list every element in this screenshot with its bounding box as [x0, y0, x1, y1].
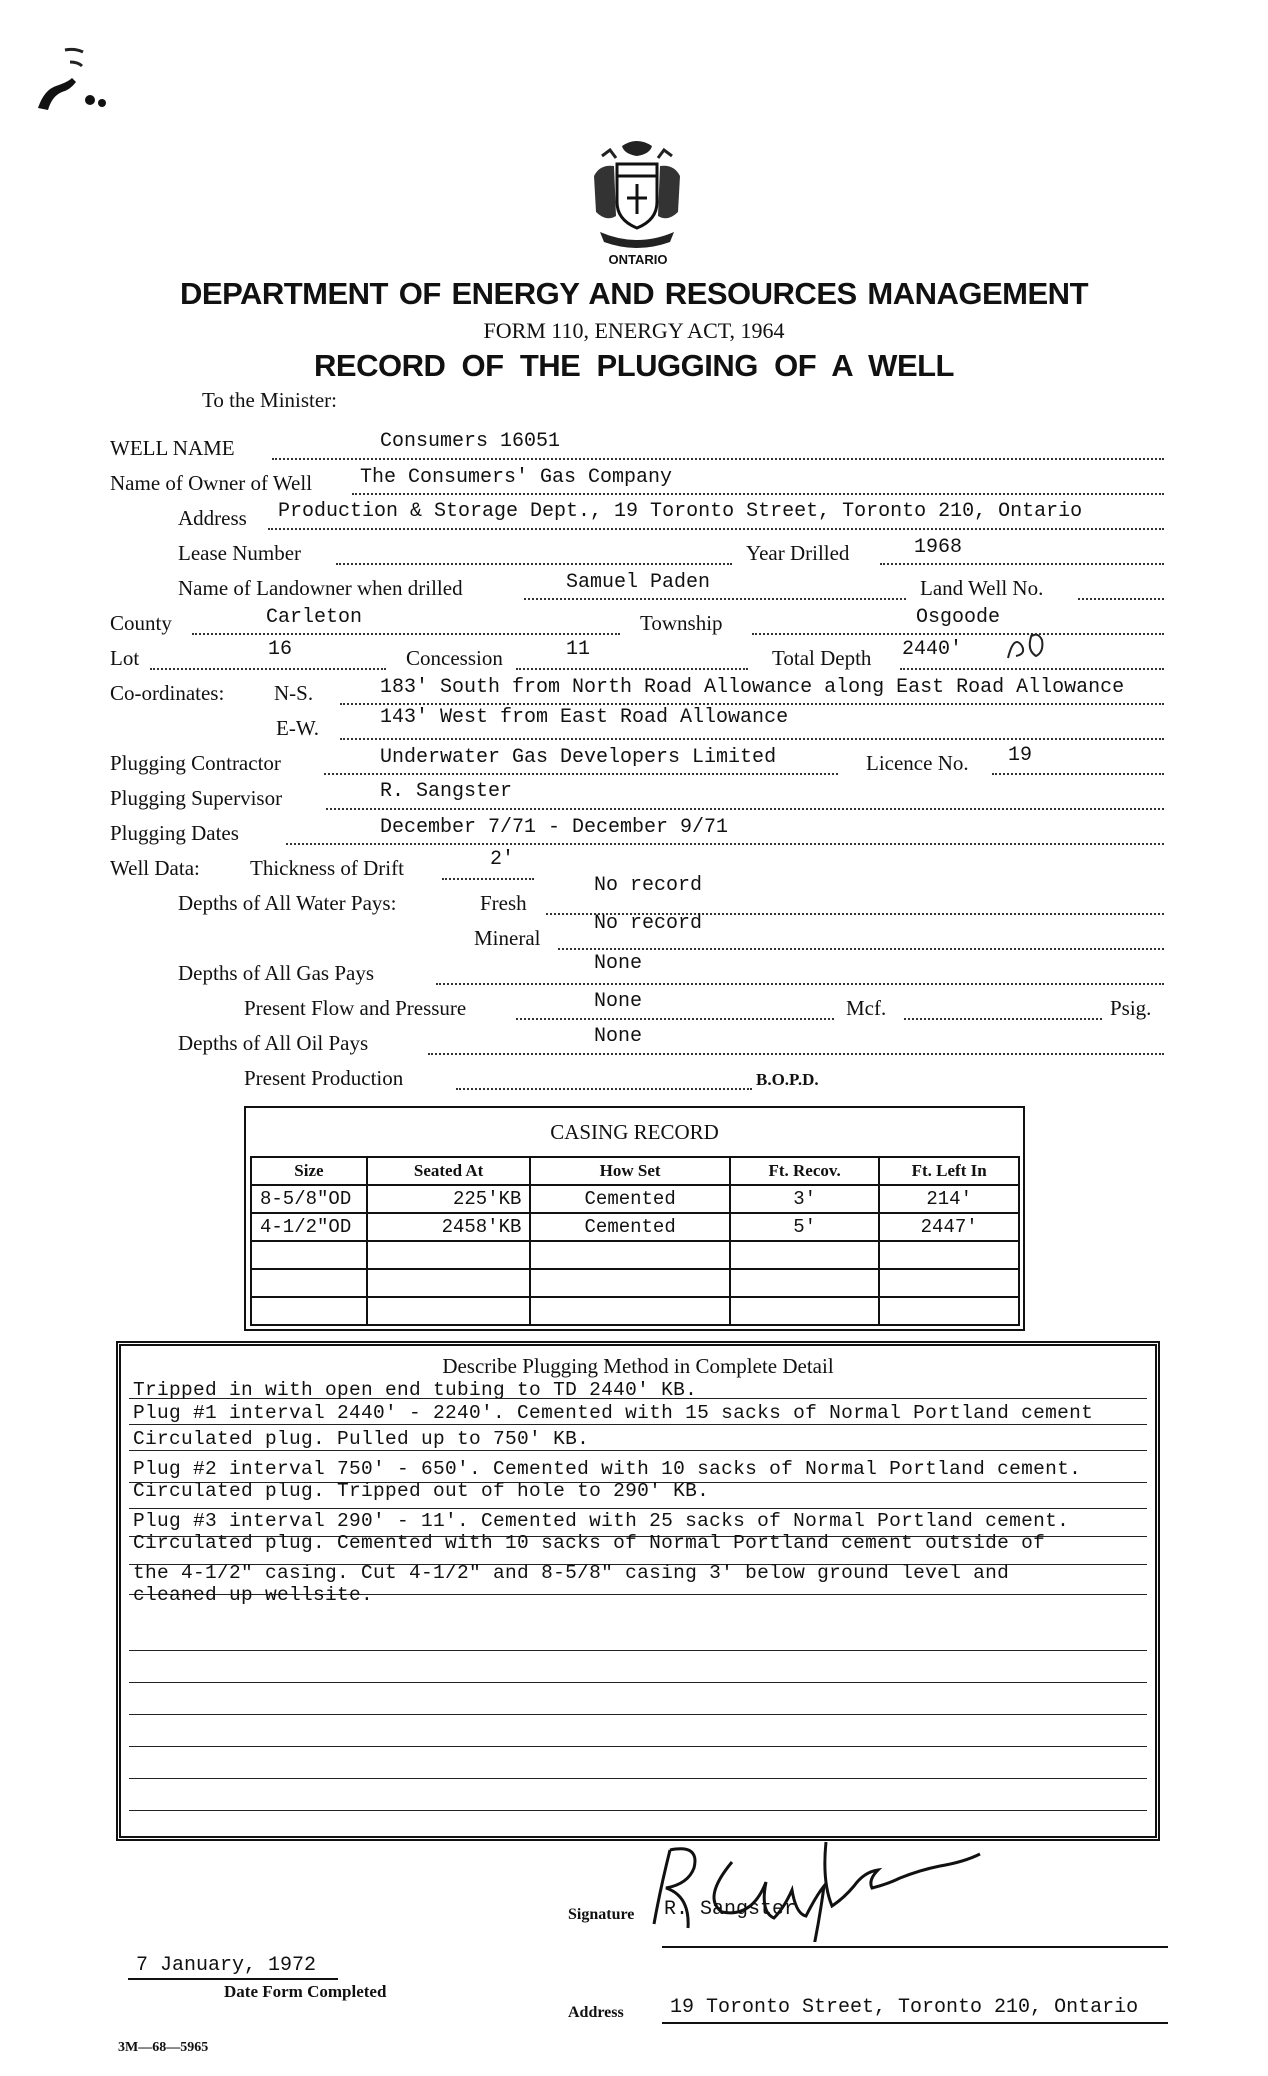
lot-label: Lot — [110, 646, 140, 670]
flow-pressure-label: Present Flow and Pressure — [244, 996, 467, 1020]
method-ruled-line — [129, 1508, 1147, 1509]
lease-number-line — [336, 563, 732, 565]
casing-cell-seated-at: 2458'KB — [367, 1213, 531, 1241]
production-line — [456, 1088, 752, 1090]
coordinates-label: Co-ordinates: — [110, 681, 225, 705]
ns-line — [340, 703, 1164, 705]
county-label: County — [110, 611, 172, 635]
landowner-line — [524, 598, 906, 600]
casing-cell-ft-recov: 5' — [730, 1213, 879, 1241]
well-name-value: Consumers 16051 — [380, 430, 561, 453]
method-ruled-line — [129, 1450, 1147, 1451]
date-underline — [128, 1978, 338, 1980]
method-text-line: Plug #2 interval 750' - 650'. Cemented with 10 sacks of Normal Portland cement. — [133, 1458, 1082, 1480]
supervisor-label: Plugging Supervisor — [110, 786, 283, 810]
mineral-label: Mineral — [474, 926, 541, 950]
address-value: Production & Storage Dept., 19 Toronto Street, Toronto 210, Ontario — [278, 500, 1083, 523]
licence-no-value: 19 — [1008, 744, 1033, 767]
contractor-label: Plugging Contractor — [110, 751, 281, 775]
lot-line — [150, 668, 386, 670]
contractor-line — [324, 773, 838, 775]
landowner-value: Samuel Paden — [566, 571, 711, 594]
footer-address-value: 19 Toronto Street, Toronto 210, Ontario — [670, 1996, 1139, 2019]
ns-value: 183' South from North Road Allowance along East Road Allowance — [380, 676, 1125, 699]
well-data-label: Well Data: — [110, 856, 200, 880]
casing-cell-ft-left-in: 2447' — [879, 1213, 1019, 1241]
table-row — [251, 1185, 1019, 1213]
year-drilled-line — [880, 563, 1164, 565]
township-label: Township — [640, 611, 723, 635]
casing-record-table — [250, 1156, 1020, 1326]
ns-label: N-S. — [274, 681, 314, 705]
casing-record-title: CASING RECORD — [550, 1120, 719, 1144]
form-code: 3M—68—5965 — [118, 2040, 209, 2055]
signature-label: Signature — [568, 1906, 635, 1923]
casing-cell-size: 4-1/2"OD — [251, 1213, 367, 1241]
county-line — [192, 633, 620, 635]
method-text-line: the 4-1/2" casing. Cut 4-1/2" and 8-5/8" casing 3' below ground level and — [133, 1562, 1010, 1584]
dates-value: December 7/71 - December 9/71 — [380, 816, 729, 839]
total-depth-value: 2440' — [902, 638, 963, 661]
drift-label: Thickness of Drift — [250, 856, 404, 880]
psig-label: Psig. — [1110, 996, 1152, 1020]
casing-cell-seated-at: 225'KB — [367, 1185, 531, 1213]
owner-line — [352, 493, 1164, 495]
flow-pressure-value: None — [594, 990, 643, 1013]
method-ruled-line — [129, 1778, 1147, 1779]
dates-label: Plugging Dates — [110, 821, 239, 845]
fresh-label: Fresh — [480, 891, 527, 915]
ink-smudge-mark — [20, 20, 120, 120]
date-completed-label: Date Form Completed — [224, 1982, 387, 2001]
addressee: To the Minister: — [202, 388, 338, 412]
crest-label: ONTARIO — [608, 252, 668, 267]
fresh-value: No record — [594, 874, 703, 897]
method-ruled-line — [129, 1714, 1147, 1715]
address-underline — [662, 2022, 1168, 2024]
method-text-line: Plug #3 interval 290' - 11'. Cemented with 25 sacks of Normal Portland cement. — [133, 1510, 1070, 1532]
department-title: DEPARTMENT OF ENERGY AND RESOURCES MANAGEMENT — [180, 276, 1088, 311]
method-text-line: Circulated plug. Tripped out of hole to 290' KB. — [133, 1480, 710, 1502]
dates-line — [286, 843, 1164, 845]
owner-value: The Consumers' Gas Company — [360, 466, 673, 489]
supervisor-line — [326, 808, 1164, 810]
casing-header-row — [251, 1157, 1019, 1185]
casing-header-how-set: How Set — [530, 1157, 729, 1185]
drift-value: 2' — [490, 848, 515, 871]
signature-underline — [662, 1946, 1168, 1948]
ontario-crest-icon — [582, 136, 692, 254]
licence-no-label: Licence No. — [866, 751, 969, 775]
handwritten-depth-mark — [1002, 628, 1062, 664]
casing-header-ft-recov: Ft. Recov. — [730, 1157, 879, 1185]
method-text-line: Plug #1 interval 2440' - 2240'. Cemented with 15 sacks of Normal Portland cement — [133, 1402, 1094, 1424]
ew-value: 143' West from East Road Allowance — [380, 706, 789, 729]
total-depth-line — [900, 668, 1164, 670]
casing-header-size: Size — [251, 1157, 367, 1185]
oil-pays-label: Depths of All Oil Pays — [178, 1031, 369, 1055]
gas-pays-line — [436, 983, 1164, 985]
table-row-empty — [251, 1241, 1019, 1269]
address-label: Address — [178, 506, 247, 530]
total-depth-label: Total Depth — [772, 646, 872, 670]
method-ruled-line — [129, 1424, 1147, 1425]
ew-line — [340, 738, 1164, 740]
county-value: Carleton — [266, 606, 363, 629]
mineral-line — [558, 948, 1164, 950]
oil-pays-line — [428, 1053, 1164, 1055]
flow-pressure-line — [516, 1018, 834, 1020]
well-name-label: WELL NAME — [110, 436, 235, 460]
method-ruled-line — [129, 1682, 1147, 1683]
bopd-label: B.O.P.D. — [756, 1070, 819, 1089]
year-drilled-value: 1968 — [914, 536, 963, 559]
address-line — [268, 528, 1164, 530]
casing-cell-how-set: Cemented — [530, 1185, 729, 1213]
land-well-no-label: Land Well No. — [920, 576, 1044, 600]
method-text-line: Circulated plug. Cemented with 10 sacks of Normal Portland cement outside of — [133, 1532, 1046, 1554]
casing-header-seated-at: Seated At — [367, 1157, 531, 1185]
method-text-line: Tripped in with open end tubing to TD 2440' KB. — [133, 1379, 698, 1401]
date-completed-value: 7 January, 1972 — [136, 1954, 317, 1977]
casing-cell-ft-recov: 3' — [730, 1185, 879, 1213]
gas-pays-value: None — [594, 952, 643, 975]
water-pays-label: Depths of All Water Pays: — [178, 891, 397, 915]
method-ruled-line — [129, 1746, 1147, 1747]
licence-no-line — [992, 773, 1164, 775]
lot-value: 16 — [268, 638, 293, 661]
lease-number-label: Lease Number — [178, 541, 302, 565]
form-reference: FORM 110, ENERGY ACT, 1964 — [483, 318, 785, 343]
table-row-empty — [251, 1269, 1019, 1297]
township-line — [752, 633, 1164, 635]
casing-cell-how-set: Cemented — [530, 1213, 729, 1241]
method-ruled-line — [129, 1650, 1147, 1651]
concession-line — [516, 668, 748, 670]
casing-cell-ft-left-in: 214' — [879, 1185, 1019, 1213]
contractor-value: Underwater Gas Developers Limited — [380, 746, 777, 769]
form-title: RECORD OF THE PLUGGING OF A WELL — [314, 348, 954, 383]
production-label: Present Production — [244, 1066, 404, 1090]
ew-label: E-W. — [276, 716, 319, 740]
casing-header-ft-left-in: Ft. Left In — [879, 1157, 1019, 1185]
footer-address-label: Address — [568, 2004, 624, 2021]
supervisor-value: R. Sangster — [380, 780, 513, 803]
casing-record-box — [244, 1106, 1025, 1331]
drift-line — [442, 878, 534, 880]
owner-label: Name of Owner of Well — [110, 471, 313, 495]
method-ruled-line — [129, 1810, 1147, 1811]
handwritten-signature — [640, 1832, 1010, 1942]
table-row-empty — [251, 1297, 1019, 1325]
mineral-value: No record — [594, 912, 703, 935]
plugging-method-title: Describe Plugging Method in Complete Detail — [442, 1354, 834, 1378]
well-name-line — [272, 458, 1164, 460]
oil-pays-value: None — [594, 1025, 643, 1048]
gas-pays-label: Depths of All Gas Pays — [178, 961, 374, 985]
concession-value: 11 — [566, 638, 591, 661]
method-text-line: Circulated plug. Pulled up to 750' KB. — [133, 1428, 590, 1450]
mcf-label: Mcf. — [846, 996, 887, 1020]
concession-label: Concession — [406, 646, 503, 670]
table-row — [251, 1213, 1019, 1241]
mcf-line — [904, 1018, 1102, 1020]
landowner-label: Name of Landowner when drilled — [178, 576, 463, 600]
township-value: Osgoode — [916, 606, 1001, 629]
plugging-method-box — [116, 1341, 1160, 1841]
year-drilled-label: Year Drilled — [746, 541, 850, 565]
casing-cell-size: 8-5/8"OD — [251, 1185, 367, 1213]
signature-name: R. Sangster — [664, 1898, 797, 1921]
land-well-no-line — [1078, 598, 1164, 600]
method-text-line: cleaned up wellsite. — [133, 1584, 374, 1606]
